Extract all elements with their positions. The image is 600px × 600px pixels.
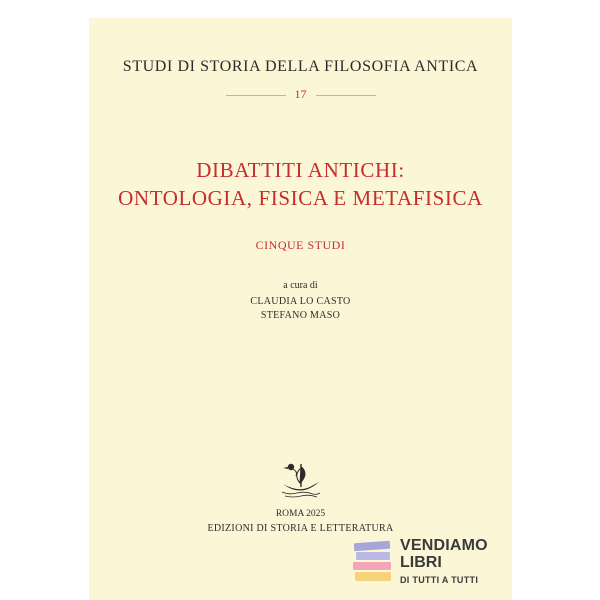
watermark-line-1: VENDIAMO — [400, 537, 488, 554]
editor-name: STEFANO MASO — [260, 310, 341, 321]
book-cover — [89, 18, 512, 600]
book-title-line-2: ONTOLOGIA, FISICA E METAFISICA — [118, 186, 483, 210]
watermark-line-3: DI TUTTI A TUTTI — [400, 575, 479, 585]
series-number: 17 — [294, 87, 307, 101]
watermark-line-2: LIBRI — [400, 554, 442, 571]
series-divider-right — [316, 95, 376, 96]
ship-publisher-logo-icon — [279, 458, 323, 500]
edited-by-label: a cura di — [283, 280, 318, 291]
book-subtitle: CINQUE STUDI — [255, 238, 346, 252]
editor-name: CLAUDIA LO CASTO — [250, 296, 351, 307]
book-title-line-1: DIBATTITI ANTICHI: — [196, 158, 405, 182]
book-stack-icon — [352, 540, 394, 586]
publication-place-year: ROMA 2025 — [275, 509, 326, 519]
vendiamo-libri-watermark — [352, 536, 492, 592]
watermark-text — [400, 538, 488, 585]
series-title: STUDI DI STORIA DELLA FILOSOFIA ANTICA — [122, 58, 479, 75]
publisher-name: EDIZIONI DI STORIA E LETTERATURA — [207, 523, 394, 534]
